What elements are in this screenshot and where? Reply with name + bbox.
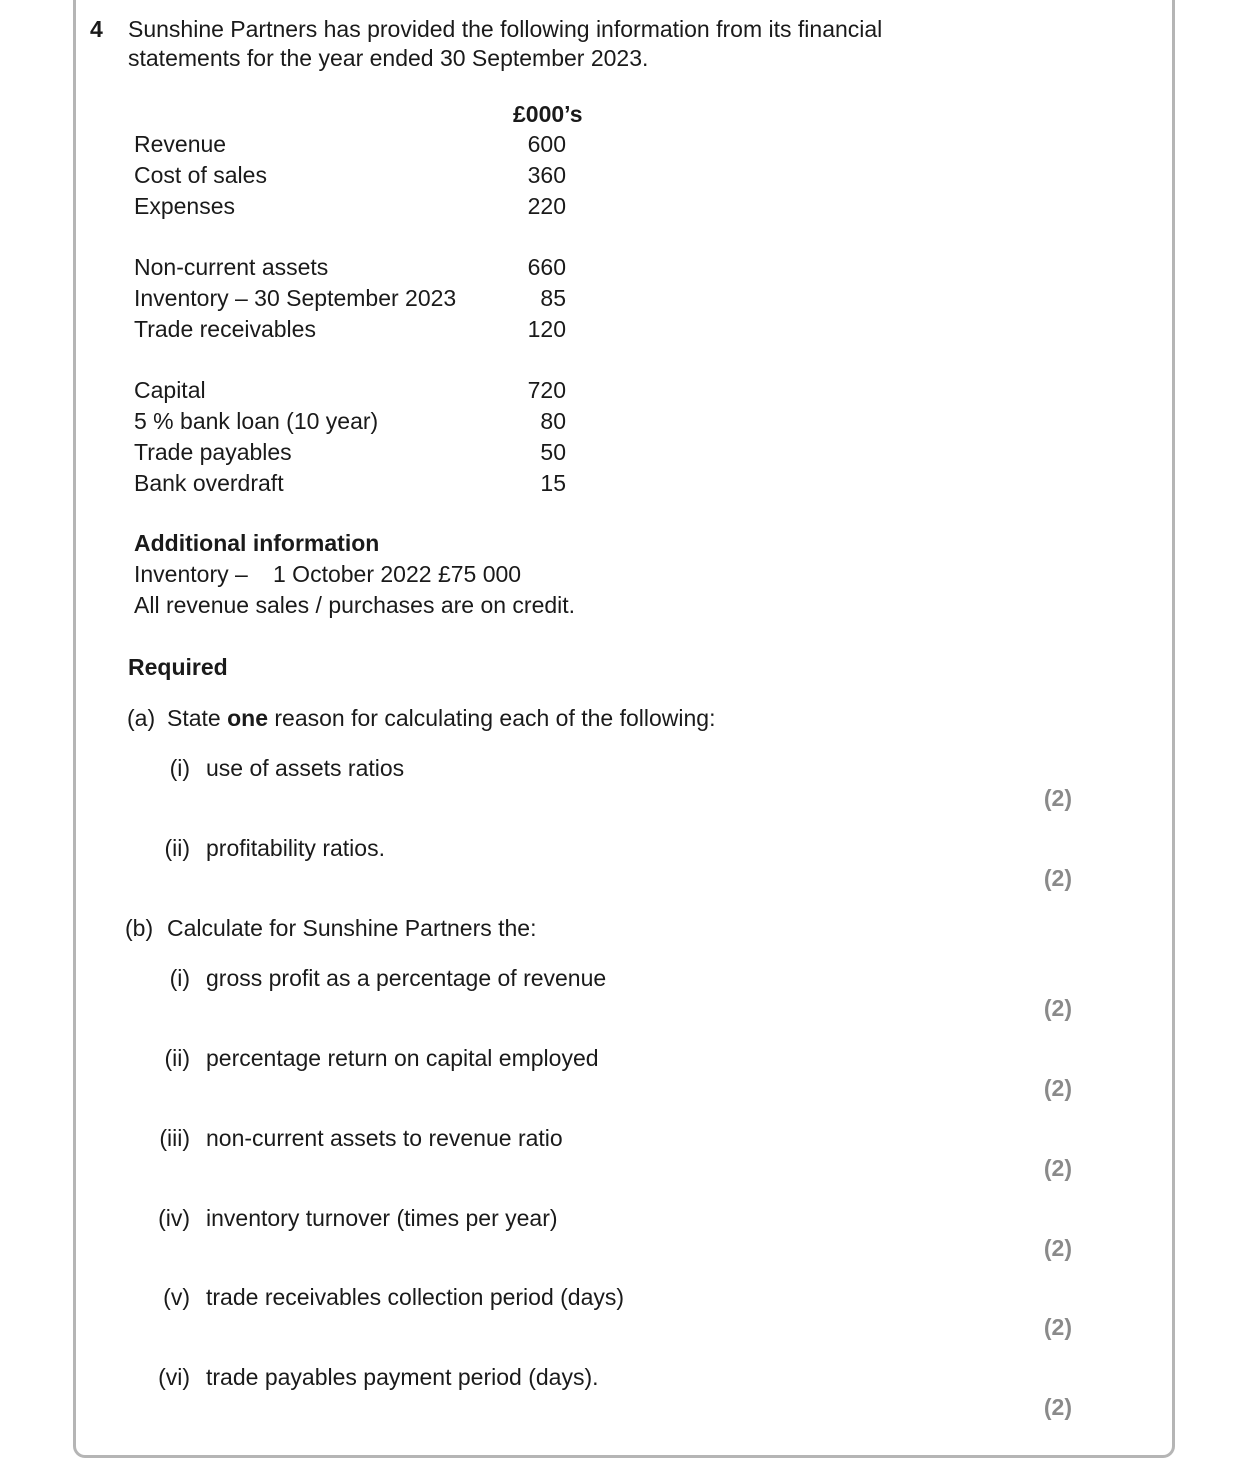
row-value-expenses: 220 (527, 193, 566, 219)
part-b-item-text: trade receivables collection period (days) (206, 1284, 625, 1310)
row-label-non-current-assets: Non-current assets (134, 254, 329, 280)
marks-allocation: (2) (1043, 1155, 1072, 1181)
marks-allocation: (2) (1043, 1314, 1072, 1340)
row-label-trade-receivables: Trade receivables (134, 316, 316, 342)
part-b-item-text: gross profit as a percentage of revenue (206, 965, 607, 991)
row-value-inventory: 85 (540, 285, 566, 311)
part-b-item-number: (vi) (158, 1364, 190, 1390)
part-b-item-number: (i) (169, 965, 190, 991)
marks-allocation: (2) (1043, 785, 1072, 811)
marks-allocation: (2) (1043, 1235, 1072, 1261)
row-label-cost-of-sales: Cost of sales (134, 162, 267, 188)
row-value-trade-payables: 50 (540, 439, 566, 465)
part-b-item-number: (iv) (158, 1205, 190, 1231)
part-b-text: Calculate for Sunshine Partners the: (167, 915, 537, 941)
part-a-item-text: profitability ratios. (206, 835, 385, 861)
unit-header: £000’s (513, 101, 583, 127)
row-label-bank-overdraft: Bank overdraft (134, 470, 284, 496)
row-label-bank-loan: 5 % bank loan (10 year) (134, 408, 379, 434)
additional-credit-note: All revenue sales / purchases are on credit. (134, 592, 576, 618)
row-value-bank-overdraft: 15 (540, 470, 566, 496)
part-a-item-number: (i) (169, 755, 190, 781)
part-b-item-text: percentage return on capital employed (206, 1045, 599, 1071)
row-value-revenue: 600 (527, 131, 566, 157)
row-label-revenue: Revenue (134, 131, 227, 157)
part-a-item-number: (ii) (164, 835, 190, 861)
question-number: 4 (90, 16, 103, 42)
question-intro-line1: Sunshine Partners has provided the following information from its financial (128, 16, 883, 42)
marks-allocation: (2) (1043, 995, 1072, 1021)
part-a-text: State one reason for calculating each of the following: (167, 705, 716, 731)
row-label-expenses: Expenses (134, 193, 236, 219)
additional-inventory-value: 1 October 2022 £75 000 (273, 561, 522, 587)
part-b-item-text: non-current assets to revenue ratio (206, 1125, 563, 1151)
row-label-inventory: Inventory – 30 September 2023 (134, 285, 457, 311)
marks-allocation: (2) (1043, 1394, 1072, 1420)
part-a-label: (a) (127, 705, 156, 731)
row-label-trade-payables: Trade payables (134, 439, 292, 465)
additional-inventory-label: Inventory – (134, 561, 248, 587)
row-value-cost-of-sales: 360 (527, 162, 566, 188)
row-value-bank-loan: 80 (540, 408, 566, 434)
row-label-capital: Capital (134, 377, 206, 403)
marks-allocation: (2) (1043, 865, 1072, 891)
part-b-label: (b) (125, 915, 154, 941)
part-b-item-text: inventory turnover (times per year) (206, 1205, 558, 1231)
part-a-emphasis: one (227, 705, 268, 731)
marks-allocation: (2) (1043, 1075, 1072, 1101)
part-b-item-number: (v) (163, 1284, 190, 1310)
row-value-capital: 720 (527, 377, 566, 403)
part-b-item-number: (ii) (164, 1045, 190, 1071)
part-a-item-text: use of assets ratios (206, 755, 405, 781)
row-value-trade-receivables: 120 (527, 316, 566, 342)
required-heading: Required (128, 654, 228, 680)
row-value-non-current-assets: 660 (527, 254, 566, 280)
question-intro-line2: statements for the year ended 30 September 2023. (128, 45, 649, 71)
part-b-item-number: (iii) (159, 1125, 190, 1151)
additional-info-heading: Additional information (134, 530, 380, 556)
part-b-item-text: trade payables payment period (days). (206, 1364, 599, 1390)
